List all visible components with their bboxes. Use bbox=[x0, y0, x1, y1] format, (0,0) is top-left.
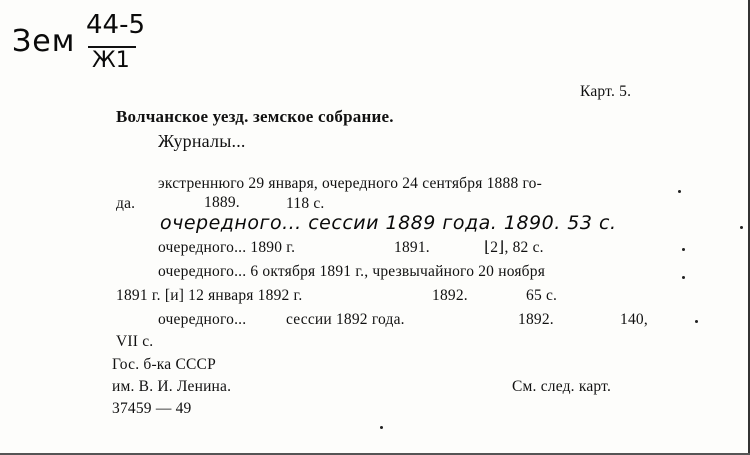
speck-mark bbox=[380, 426, 383, 429]
library-code: 37459 — 49 bbox=[112, 400, 192, 417]
entry-line-5-a: 1891 г. [и] 12 января 1892 г. bbox=[116, 287, 303, 304]
card-title: Журналы... bbox=[158, 131, 246, 151]
entry-line-6-a: очередного... bbox=[158, 311, 247, 328]
speck-mark bbox=[740, 226, 743, 229]
entry-line-2-a: да. bbox=[116, 195, 136, 212]
handwritten-call-top: 44-5 bbox=[86, 10, 146, 40]
entry-line-4: очередного... 6 октября 1891 г., чрезвычайного 20 ноября bbox=[158, 263, 546, 280]
speck-mark bbox=[682, 276, 685, 279]
entry-line-6-c: 1892. bbox=[518, 311, 554, 328]
entry-line-2-c: 118 с. bbox=[286, 195, 325, 212]
entry-line-3-a: очередного... 1890 г. bbox=[158, 239, 296, 256]
entry-line-3-c: ⌊2⌋, 82 с. bbox=[484, 239, 544, 256]
handwritten-call-prefix: Зем bbox=[12, 24, 76, 59]
speck-mark bbox=[695, 320, 698, 323]
speck-mark bbox=[682, 248, 685, 251]
entry-line-7: VII с. bbox=[116, 333, 154, 350]
see-next-card: См. след. карт. bbox=[512, 378, 612, 395]
entry-line-6-b: сессии 1892 года. bbox=[286, 311, 405, 328]
library-name: Гос. б-ка СССР bbox=[112, 356, 216, 373]
entry-line-2-b: 1889. bbox=[204, 194, 240, 211]
entry-line-5-c: 65 с. bbox=[526, 287, 558, 304]
handwritten-call-bottom: Ж1 bbox=[92, 48, 130, 73]
library-name-2: им. В. И. Ленина. bbox=[112, 378, 232, 395]
entry-line-5-b: 1892. bbox=[432, 287, 468, 304]
entry-line-1: экстреннюго 29 января, очередного 24 сентября 1888 го- bbox=[158, 175, 542, 192]
card-heading: Волчанское уезд. земское собрание. bbox=[116, 107, 394, 126]
handwritten-inserted-line: очередного... сессии 1889 года. 1890. 53 с. bbox=[160, 212, 617, 234]
entry-line-3-b: 1891. bbox=[394, 239, 430, 256]
card-number: Карт. 5. bbox=[580, 83, 632, 100]
speck-mark bbox=[678, 190, 681, 193]
entry-line-6-d: 140, bbox=[620, 311, 648, 328]
